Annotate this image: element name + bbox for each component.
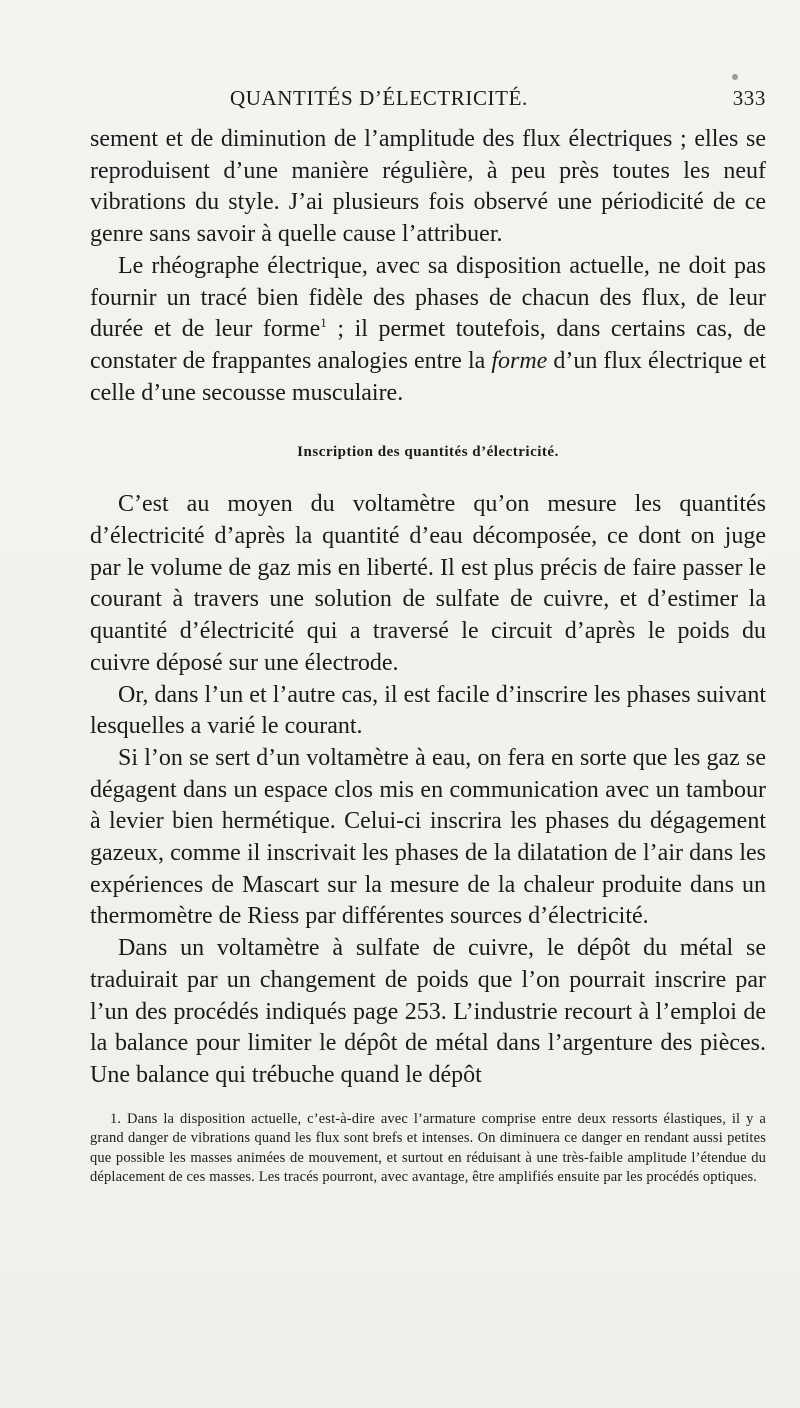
paragraph-sulfate-cuivre: Dans un voltamètre à sulfate de cuivre, le dépôt du métal se traduirait par un changement de poids que l’on pourrait inscrire par l’un des procédés indiqués page 253. L’industrie recourt à l’emploi de la balance pour limiter le dépôt de métal dans l’argenture des pièces. Une balance qui trébuche quand le dépôt xyxy=(90,935,766,1088)
emphasis-forme: forme xyxy=(491,347,548,374)
paragraph-voltametre: C’est au moyen du voltamètre qu’on mesure les quantités d’électricité d’après la quantité d’eau décomposée, ce dont on juge par le volume de gaz mis en liberté. Il est plus précis de faire passer le courant à travers une solution de sulfate de cuivre, et d’estimer la quantité d’électricité qui a traversé le circuit d’après le poids du cuivre déposé sur une électrode. xyxy=(90,491,766,676)
paragraph-text: d’un flux électrique et celle d’une secousse musculaire. xyxy=(90,347,766,406)
section-heading: Inscription des quantités d’électricité. xyxy=(297,444,559,461)
ink-speck xyxy=(732,74,738,80)
paragraph-voltametre-eau: Si l’on se sert d’un voltamètre à eau, on fera en sorte que les gaz se dégagent dans un espace clos mis en communication avec un tambour à levier bien hermétique. Celui-ci inscrira les phases du dégagement gazeux, comme il inscrivait les phases de la dilatation de l’air dans les expériences de Mascart sur la mesure de la chaleur produite dans un thermomètre de Riess par différentes sources d’électricité. xyxy=(90,744,766,930)
paragraph-text: Le rhéographe électrique, avec sa disposition actuelle, ne doit pas fournir un tracé bien fidèle des phases de chacun des flux, de leur durée et de leur forme xyxy=(90,252,766,343)
page-number: 333 xyxy=(732,86,766,110)
paragraph-rheographe xyxy=(90,251,766,410)
paragraph-inscrire: Or, dans l’un et l’autre cas, il est facile d’inscrire les phases suivant lesquelles a varié le courant. xyxy=(90,681,766,740)
footnote-reference: 1 xyxy=(320,315,327,331)
body-text xyxy=(90,124,766,1202)
running-head xyxy=(90,86,766,116)
paragraph-continuation: sement et de diminution de l’amplitude des flux électriques ; elles se reproduisent d’une manière régulière, à peu près toutes les neuf vibrations du style. J’ai plusieurs fois observé une périodicité de ce genre sans savoir à quelle cause l’attribuer. xyxy=(90,126,766,248)
running-title: QUANTITÉS D’ÉLECTRICITÉ. xyxy=(230,86,528,110)
paragraph-text: ; il permet toutefois, dans certains cas, de constater de frappantes analogies entre la xyxy=(90,316,766,374)
footnote: 1. Dans la disposition actuelle, c’est-à-dire avec l’armature comprise entre deux ressorts élastiques, il y a grand danger de vibrations quand les flux sont brefs et intenses. On diminuera ce danger en rendant aussi petites que possible les masses animées de mouvement, et surtout en réduisant à une très-faible amplitude l’étendue du déplacement de ces masses. Les tracés pourront, avec avantage, être amplifiés ensuite par les procédés optiques. xyxy=(90,1110,766,1186)
